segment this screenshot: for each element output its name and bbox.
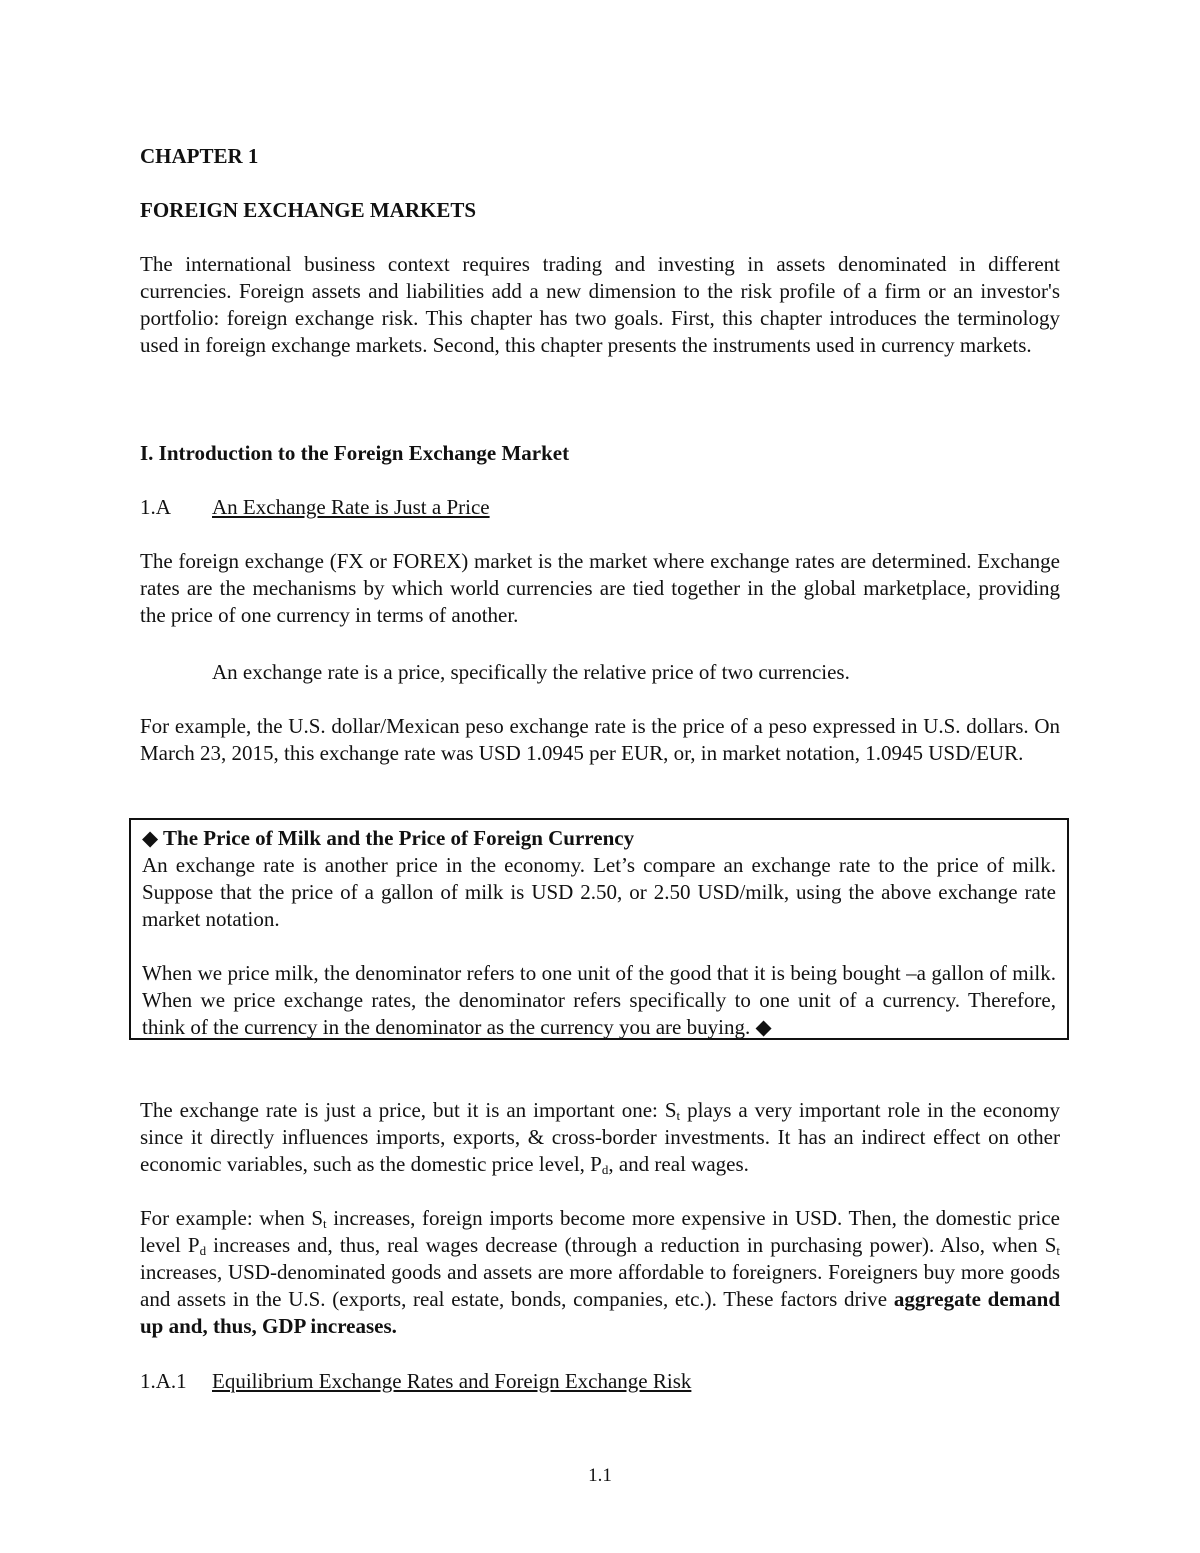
subsection-heading-1a1 xyxy=(140,1368,1060,1395)
section-heading: I. Introduction to the Foreign Exchange Market xyxy=(140,441,570,465)
callout-paragraph-2: When we price milk, the denominator refers to one unit of the good that it is being bought –a gallon of milk. When we price exchange rates, the denominator refers specifically to one unit of a currency. Therefore, think of the currency in the denominator as the currency you are buying. ◆ xyxy=(142,961,1056,1039)
importance-text-1: The exchange rate is just a price, but it is an important one: S xyxy=(140,1098,677,1122)
subscript-t: t xyxy=(323,1216,327,1231)
chapter-title: FOREIGN EXCHANGE MARKETS xyxy=(140,198,477,222)
subscript-d: d xyxy=(199,1243,207,1258)
page-number: 1.1 xyxy=(588,1465,612,1486)
example2-text-1: For example: when S xyxy=(140,1206,324,1230)
subsection-number: 1.A xyxy=(140,495,171,519)
subsection-title: An Exchange Rate is Just a Price xyxy=(212,495,490,519)
subsection-number: 1.A.1 xyxy=(140,1369,187,1393)
callout-spacer xyxy=(142,933,1056,960)
example-paragraph: For example, the U.S. dollar/Mexican peso exchange rate is the price of a peso expressed in U.S. dollars. On March 23, 2015, this exchange rate was USD 1.0945 per EUR, or, in market notation, 1.0945 USD/EUR. xyxy=(140,714,1060,765)
subscript-t: t xyxy=(1056,1243,1060,1258)
example2-text-4: increases, USD-denominated goods and assets are more affordable to foreigners. Foreigners buy more goods and assets in the U.S. (exports, real estate, bonds, companies, etc.). These factors drive xyxy=(140,1260,1060,1311)
callout-paragraph-1: An exchange rate is another price in the economy. Let’s compare an exchange rate to the price of milk. Suppose that the price of a gallon of milk is USD 2.50, or 2.50 USD/milk, using the above exchange rate market notation. xyxy=(142,853,1056,931)
milk-price-callout-box xyxy=(129,818,1069,1040)
example2-text-2: increases, foreign imports become more expensive in USD. Then, the domestic price level P xyxy=(140,1206,1060,1257)
subsection-heading-1a xyxy=(140,494,1060,521)
importance-text-2: plays a very important role in the economy since it directly influences imports, exports, & cross-border investments. It has an indirect effect on other economic variables, such as the domestic price level, P xyxy=(140,1098,1061,1176)
document-page xyxy=(140,0,1060,1553)
subsection-title: Equilibrium Exchange Rates and Foreign Exchange Risk xyxy=(212,1369,692,1393)
gdp-conclusion-text: aggregate demand up and, thus, GDP increases. xyxy=(140,1287,1060,1338)
chapter-label: CHAPTER 1 xyxy=(140,144,259,168)
example2-text-3: increases and, thus, real wages decrease (through a reduction in purchasing power). Also, when S xyxy=(206,1233,1057,1257)
definition-statement: An exchange rate is a price, specifically the relative price of two currencies. xyxy=(212,660,850,684)
subscript-t: t xyxy=(676,1108,681,1123)
subscript-d: d xyxy=(601,1162,609,1177)
fx-market-paragraph: The foreign exchange (FX or FOREX) market is the market where exchange rates are determined. Exchange rates are the mechanisms by which world currencies are tied together in the global marketplace, providing the price of one currency in terms of another. xyxy=(140,549,1060,627)
example-paragraph-2 xyxy=(140,1205,1060,1340)
importance-paragraph xyxy=(140,1097,1060,1178)
importance-text-3: , and real wages. xyxy=(608,1152,749,1176)
intro-paragraph: The international business context requires trading and investing in assets denominated in different currencies. Foreign assets and liabilities add a new dimension to the risk profile of a firm or an investor's portfolio: foreign exchange risk. This chapter has two goals. First, this chapter introduces the terminology used in foreign exchange markets. Second, this chapter presents the instruments used in currency markets. xyxy=(140,252,1060,357)
callout-title: ◆ The Price of Milk and the Price of Foreign Currency xyxy=(142,826,635,850)
